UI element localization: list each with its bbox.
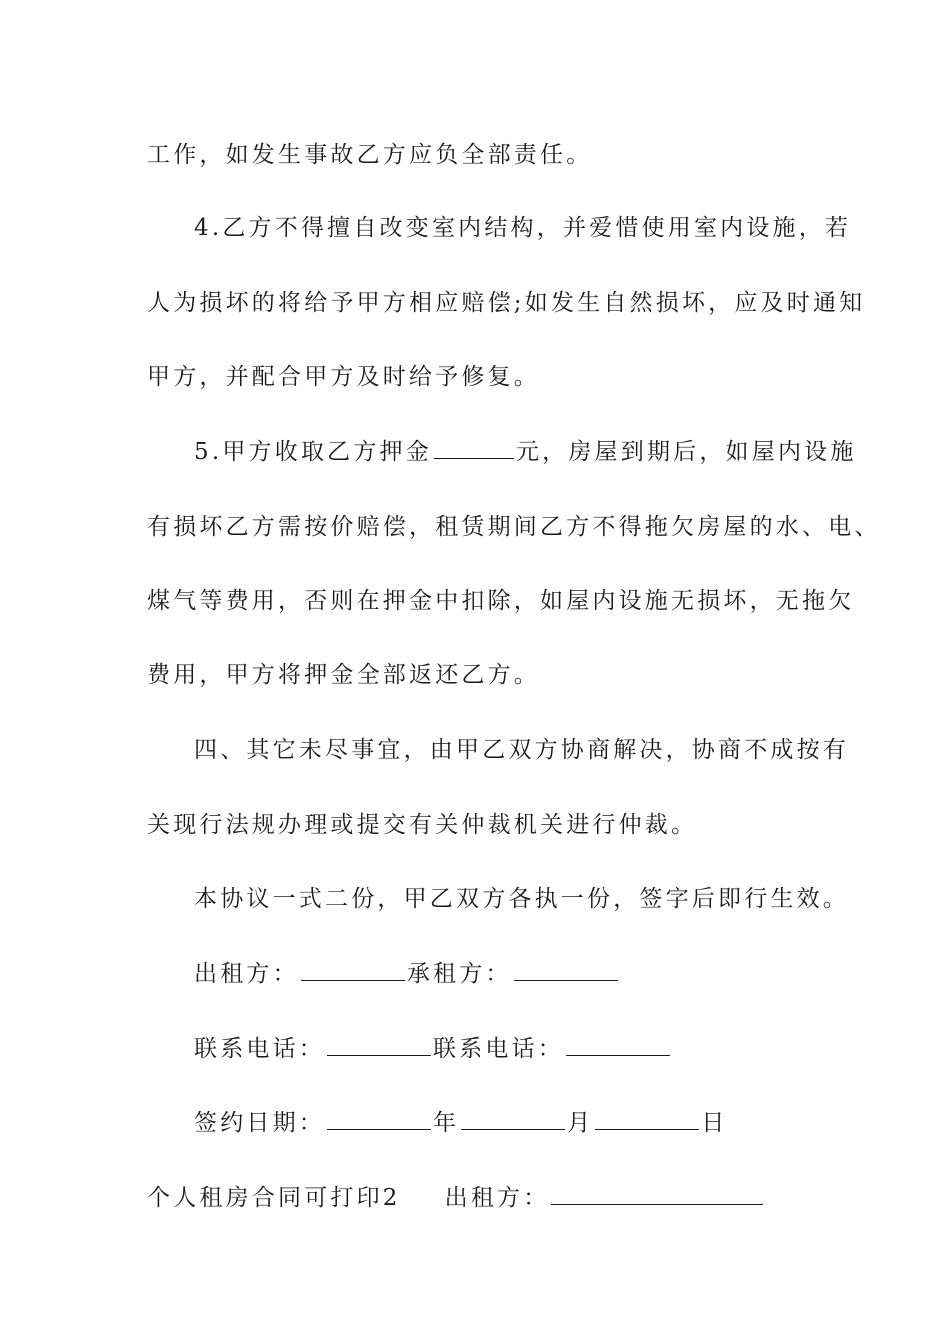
lessor-signature-blank[interactable] xyxy=(301,960,405,981)
agreement-copies-line: 本协议一式二份，甲乙双方各执一份，签字后即行生效。 xyxy=(194,886,849,912)
month-label: 月 xyxy=(567,1110,594,1136)
clause-5-line-3: 煤气等费用，否则在押金中扣除，如屋内设施无损坏，无拖欠 xyxy=(147,588,855,614)
clause-5-line-2: 有损坏乙方需按价赔偿，租赁期间乙方不得拖欠房屋的水、电、 xyxy=(147,514,881,540)
lessor-phone-label: 联系电话： xyxy=(194,1036,325,1062)
next-lessor-label: 出租方： xyxy=(444,1185,550,1211)
deposit-amount-blank[interactable] xyxy=(434,438,514,459)
day-label: 日 xyxy=(701,1110,728,1136)
next-lessor-blank[interactable] xyxy=(551,1184,763,1205)
day-blank[interactable] xyxy=(595,1109,699,1130)
year-label: 年 xyxy=(433,1110,460,1136)
clause-4-line-1: 4.乙方不得擅自改变室内结构，并爱惜使用室内设施，若 xyxy=(194,215,852,241)
signing-date-label: 签约日期： xyxy=(194,1110,325,1136)
lessor-label: 出租方： xyxy=(194,961,299,987)
lessee-phone-blank[interactable] xyxy=(566,1035,670,1056)
clause-5-line-4: 费用，甲方将押金全部返还乙方。 xyxy=(147,662,540,688)
clause-4-line-3: 甲方，并配合甲方及时给予修复。 xyxy=(147,364,540,390)
next-contract-heading-line xyxy=(147,1183,847,1213)
deposit-text-after: 元，房屋到期后，如屋内设施 xyxy=(515,439,857,465)
paragraph-line: 工作，如发生事故乙方应负全部责任。 xyxy=(147,142,593,168)
deposit-text-before: 5.甲方收取乙方押金 xyxy=(194,439,432,465)
year-blank[interactable] xyxy=(327,1109,431,1130)
clause-5-line-1 xyxy=(194,437,894,467)
section-4-line-2: 关现行法规办理或提交有关仲裁机关进行仲裁。 xyxy=(147,812,698,838)
lessor-phone-blank[interactable] xyxy=(327,1035,431,1056)
signing-date-line xyxy=(194,1108,894,1138)
section-4-line-1: 四、其它未尽事宜，由甲乙双方协商解决，协商不成按有 xyxy=(194,737,849,763)
signature-phone-line xyxy=(194,1034,894,1064)
next-contract-title: 个人租房合同可打印2 xyxy=(147,1185,401,1211)
clause-4-line-2: 人为损坏的将给予甲方相应赔偿;如发生自然损坏，应及时通知 xyxy=(147,290,866,316)
lessee-signature-blank[interactable] xyxy=(514,960,618,981)
month-blank[interactable] xyxy=(461,1109,565,1130)
signature-parties-line xyxy=(194,959,894,989)
lessee-label: 承租方： xyxy=(406,961,512,987)
lessee-phone-label: 联系电话： xyxy=(433,1036,564,1062)
